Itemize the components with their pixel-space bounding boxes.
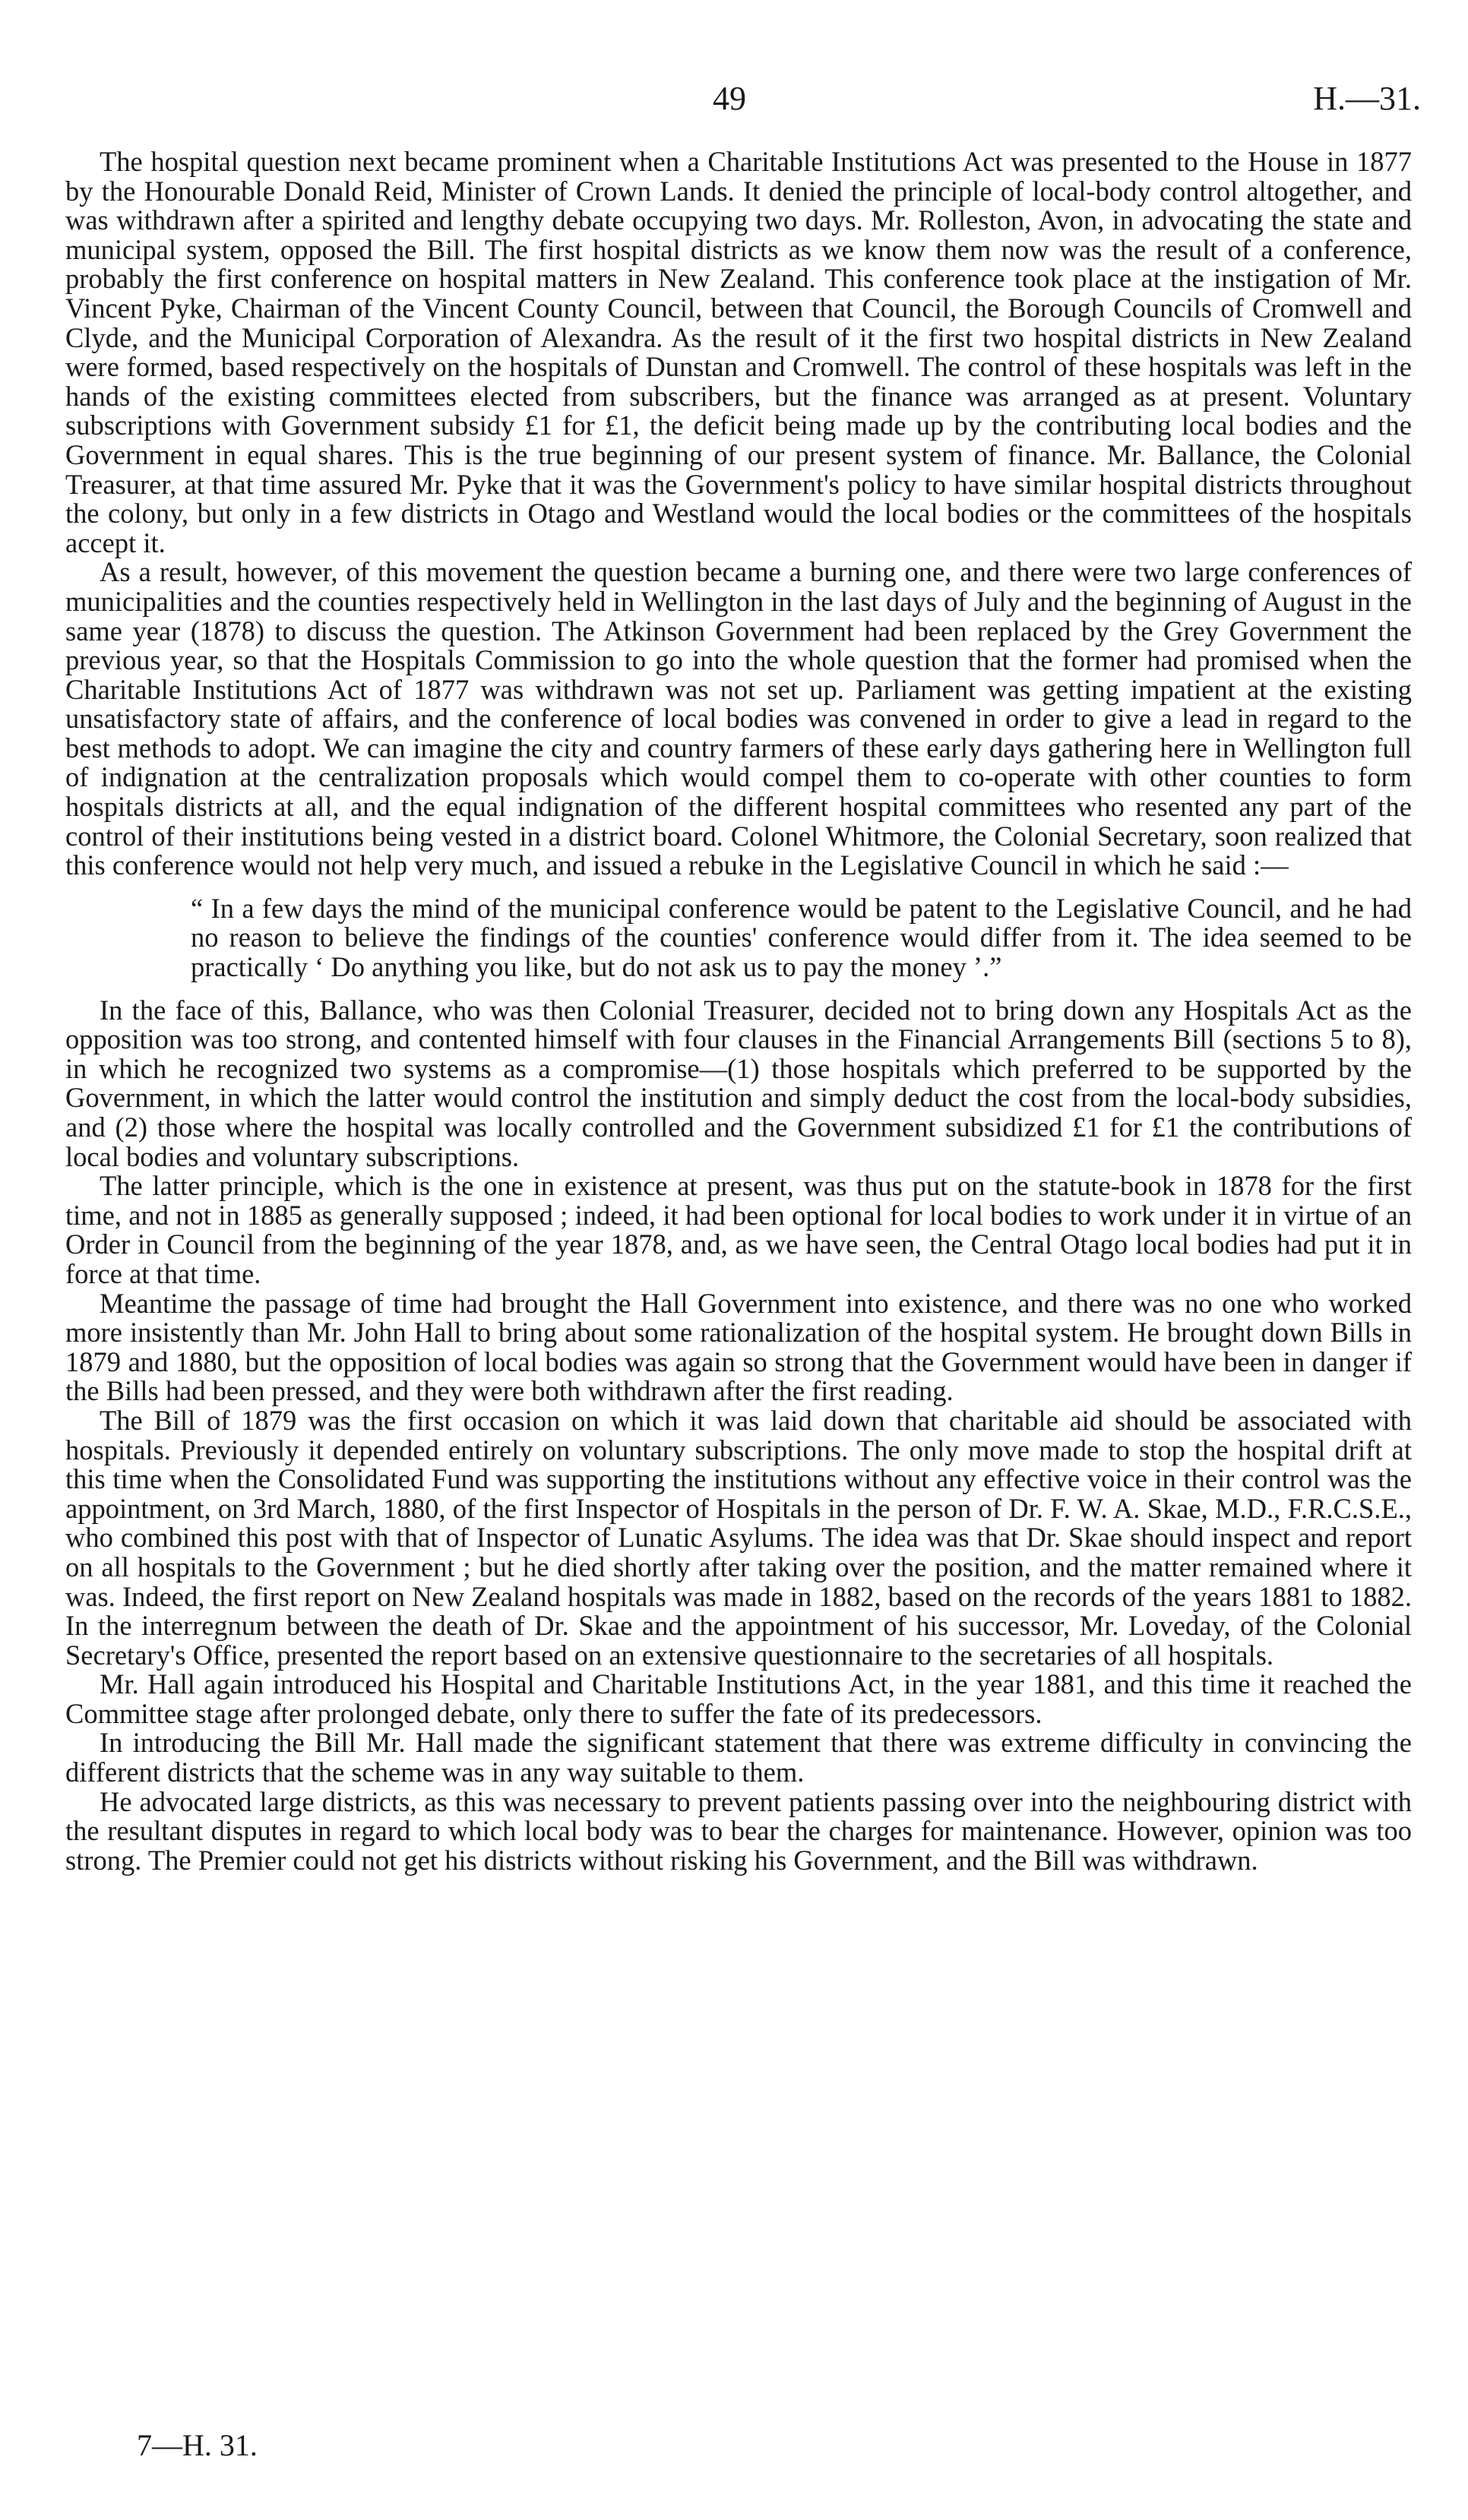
footer-signature: 7—H. 31. xyxy=(137,2428,258,2462)
paragraph: The latter principle, which is the one in existence at present, was thus put on the statute-book in 1878 for the first time, and not in 1885 as generally supposed ; indeed, it had been optional for local bodies to work under it in virtue of an Order in Council from the beginning of the year 1878, and, as we have seen, the Central Otago local bodies had put it in force at that time. xyxy=(65,1170,1412,1289)
paragraph: In introducing the Bill Mr. Hall made the significant statement that there was extreme difficulty in convincing the different districts that the scheme was in any way suitable to them. xyxy=(65,1727,1412,1788)
paragraph: As a result, however, of this movement the question became a burning one, and there were two large conferences of municipalities and the counties respectively held in Wellington in the last days of July and the beginning of August in the same year (1878) to discuss the question. The Atkinson Government had been replaced by the Grey Government the previous year, so that the Hospitals Commission to go into the whole question that the former had promised when the Charitable Institutions Act of 1877 was withdrawn was not set up. Parliament was getting impatient at the existing unsatisfactory state of affairs, and the conference of local bodies was convened in order to give a lead in regard to the best methods to adopt. We can imagine the city and country farmers of these early days gathering here in Wellington full of indignation at the centralization proposals which would compel them to co-operate with other counties to form hospitals districts at all, and the equal indignation of the different hospital committees who resented any part of the control of their institutions being vested in a district board. Colonel Whitmore, the Colonial Secretary, soon realized that this conference would not help very much, and issued a rebuke in the Legislative Council in which he said :— xyxy=(65,556,1412,881)
page-number: 49 xyxy=(713,80,746,117)
body-text xyxy=(65,147,1412,1875)
paragraph: He advocated large districts, as this was necessary to prevent patients passing over into the neighbouring district with the resultant disputes in regard to which local body was to bear the charges for maintenance. However, opinion was too strong. The Premier could not get his districts without risking his Government, and the Bill was withdrawn. xyxy=(65,1785,1412,1876)
paragraph: The hospital question next became prominent when a Charitable Institutions Act was presented to the House in 1877 by the Honourable Donald Reid, Minister of Crown Lands. It denied the principle of local-body control altogether, and was withdrawn after a spirited and lengthy debate occupying two days. Mr. Rolleston, Avon, in advocating the state and municipal system, opposed the Bill. The first hospital districts as we know them now was the result of a conference, probably the first conference on hospital matters in New Zealand. This conference took place at the instigation of Mr. Vincent Pyke, Chairman of the Vincent County Council, between that Council, the Borough Councils of Cromwell and Clyde, and the Municipal Corporation of Alexandra. As the result of it the first two hospital districts in New Zealand were formed, based respectively on the hospitals of Dunstan and Cromwell. The control of these hospitals was left in the hands of the existing committees elected from subscribers, but the finance was arranged as at present. Voluntary subscriptions with Government subsidy £1 for £1, the deficit being made up by the contributing local bodies and the Government in equal shares. This is the true beginning of our present system of finance. Mr. Ballance, the Colonial Treasurer, at that time assured Mr. Pyke that it was the Government's policy to have similar hospital districts throughout the colony, but only in a few districts in Otago and Westland would the local bodies or the committees of the hospitals accept it. xyxy=(65,146,1412,558)
paragraph: In the face of this, Ballance, who was then Colonial Treasurer, decided not to bring down any Hospitals Act as the opposition was too strong, and contented himself with four clauses in the Financial Arrangements Bill (sections 5 to 8), in which he recognized two systems as a compromise—(1) those hospitals which preferred to be supported by the Government, in which the latter would control the institution and simply deduct the cost from the local-body subsidies, and (2) those where the hospital was locally controlled and the Government subsidized £1 for £1 the contributions of local bodies and voluntary subscriptions. xyxy=(65,994,1412,1172)
paragraph: Meantime the passage of time had brought the Hall Government into existence, and there was no one who worked more insistently than Mr. John Hall to bring about some rationalization of the hospital system. He brought down Bills in 1879 and 1880, but the opposition of local bodies was again so strong that the Government would have been in danger if the Bills had been pressed, and they were both withdrawn after the first reading. xyxy=(65,1287,1412,1407)
paragraph: The Bill of 1879 was the first occasion on which it was laid down that charitable aid should be associated with hospitals. Previously it depended entirely on voluntary subscriptions. The only move made to stop the hospital drift at this time when the Consolidated Fund was supporting the institutions without any effective voice in their control was the appointment, on 3rd March, 1880, of the first Inspector of Hospitals in the person of Dr. F. W. A. Skae, M.D., F.R.C.S.E., who combined this post with that of Inspector of Lunatic Asylums. The idea was that Dr. Skae should inspect and report on all hospitals to the Government ; but he died shortly after taking over the position, and the matter remained where it was. Indeed, the first report on New Zealand hospitals was made in 1882, based on the records of the years 1881 to 1882. In the interregnum between the death of Dr. Skae and the appointment of his successor, Mr. Loveday, of the Colonial Secretary's Office, presented the report based on an extensive questionnaire to the secretaries of all hospitals. xyxy=(65,1404,1412,1671)
block-quote xyxy=(191,894,1412,982)
paragraph: Mr. Hall again introduced his Hospital and Charitable Institutions Act, in the year 1881, and this time it reached the Committee stage after prolonged debate, only there to suffer the fate of its predecessors. xyxy=(65,1668,1412,1729)
document-reference: H.—31. xyxy=(1313,80,1421,117)
quote-text: “ In a few days the mind of the municipal conference would be patent to the Legislative Council, and he had no reason to believe the findings of the counties' conference would differ from it. The idea seemed to be practically ‘ Do anything you like, but do not ask us to pay the money ’.” xyxy=(191,892,1412,983)
